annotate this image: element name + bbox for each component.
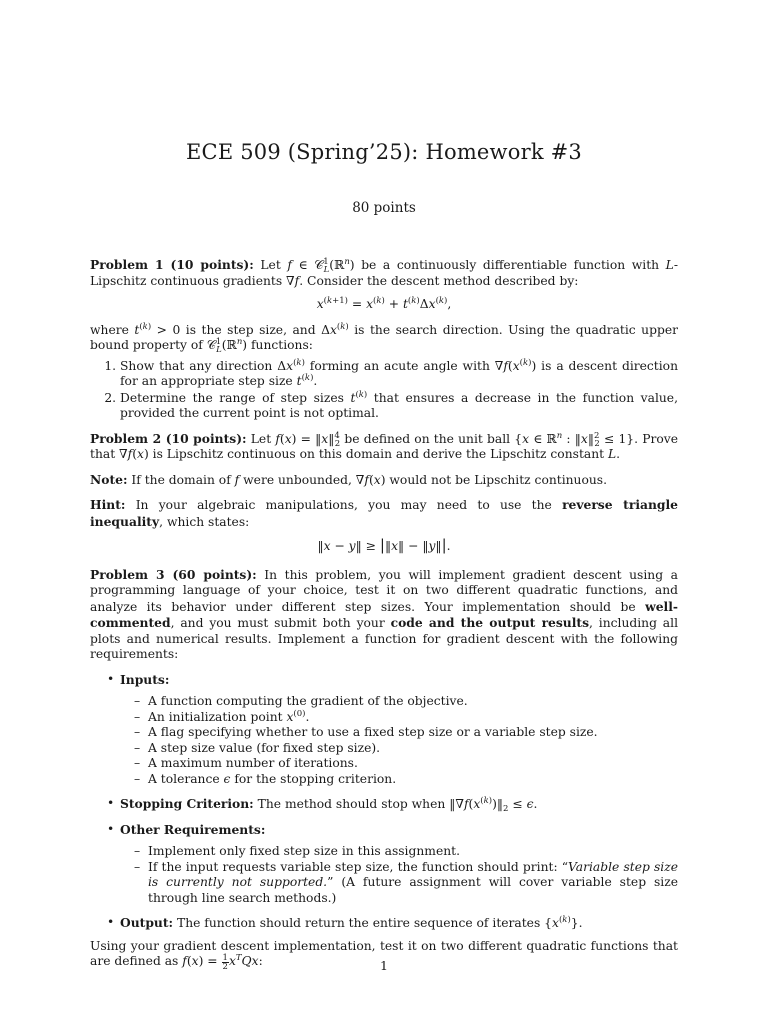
other-label: Other Requirements: — [120, 821, 266, 837]
note-label: Note: — [90, 471, 128, 487]
problem-3-closing: Using your gradient descent implementation, test it on two different quadratic functions that are defined as f(x) = $\frac{1}{2}$ $x^TQx$: — [90, 938, 678, 972]
problem-3-text — [90, 567, 678, 663]
stopping-bullet: • Stopping Criterion: The method should stop when $‖\nabla f(x^{(k)})‖_2 \le \epsilon$. — [120, 796, 678, 813]
input-item: – A function computing the gradient of the objective. — [148, 694, 678, 710]
problem-1-item-1: 1. Show that any direction $\Delta x^{(k)}$ forming an acute angle with $\nabla f(x^{(k)})$ is a descent direction for an appropriate step size $t^{(k)}$. — [120, 359, 678, 390]
input-item: – A maximum number of iterations. — [148, 756, 678, 772]
output-bullet: • Output: The function should return the entire sequence of iterates $\{x^{(k)}\}$. — [120, 915, 678, 932]
problem-3-heading: Problem 3 (60 points): — [90, 566, 257, 582]
problem-1-heading: Problem 1 (10 points): — [90, 257, 254, 272]
hint-bold: reverse triangle inequality — [90, 497, 678, 529]
problem-1-item-2: 2. Determine the range of step sizes $t^{(k)}$ that ensures a decrease in the function value, provided the current point is not optimal. — [120, 391, 678, 422]
problem-1-list — [90, 359, 678, 422]
requirements-list — [90, 672, 678, 932]
stopping-label: Stopping Criterion: — [120, 796, 254, 811]
problem-3-text-b: , and you must submit both your — [170, 616, 385, 630]
inputs-label: Inputs: — [120, 671, 170, 687]
problem-3-bold-b: code and the output results — [390, 615, 590, 630]
input-item: – A step size value (for fixed step size). — [148, 741, 678, 757]
other-bullet — [120, 822, 678, 907]
points-subtitle: 80 points — [352, 200, 416, 216]
hint-text-b: , which states: — [159, 514, 250, 529]
inputs-bullet — [120, 672, 678, 788]
other-item-2-a: If the input requests variable step size, the function should print: “ — [148, 859, 569, 874]
input-item: – A flag specifying whether to use a fixed step size or a variable step size. — [148, 725, 678, 741]
problem-2-heading: Problem 2 (10 points): — [90, 430, 247, 446]
input-item: – A tolerance ϵ for the stopping criterion. — [148, 772, 678, 788]
other-list — [120, 844, 678, 906]
output-label: Output: — [120, 915, 174, 930]
hint-text-a: In your algebraic manipulations, you may need to use the — [135, 498, 552, 512]
document-body — [90, 257, 678, 971]
hint-label: Hint: — [90, 497, 126, 512]
problem-1-intro: Problem 1 (10 points): Let f ∈ 𝒞$^1_L$(ℝ$^n$) be a continuously differentiable function with L-Lipschitz continuous gradients ∇f. Consider the descent method described by: — [90, 257, 678, 288]
problem-2-note: Note: If the domain of f were unbounded, ∇f(x) would not be Lipschitz continuous. — [90, 471, 608, 487]
problem-3-text-c: , including all plots and numerical results. Implement a function for gradient descent with the following requirements: — [90, 616, 678, 661]
problem-3-bold-a: well-commented — [90, 598, 678, 630]
other-item-1: – Implement only fixed step size in this assignment. — [148, 844, 678, 860]
input-item: – An initialization point $x^{(0)}$. — [148, 710, 678, 726]
other-item-2 — [148, 860, 678, 907]
problem-2-text: Problem 2 (10 points): Let f(x) = ‖x‖$^4_2$ be defined on the unit ball {x ∈ ℝ$^n$ : ‖x‖$^2_2$ ≤ 1}. Prove that ∇f(x) is Lipschitz continuous on this domain and derive the Lipschitz constant L. — [90, 430, 678, 461]
problem-2-hint — [90, 497, 678, 530]
page-title: ECE 509 (Spring’25): Homework #3 — [186, 140, 582, 164]
page-number: 1 — [380, 958, 388, 973]
descent-equation: $x^{(k+1)} = x^{(k)} + t^{(k)}\Delta x^{(k)}$, — [316, 296, 452, 311]
other-item-2-italic: Variable step size is currently not supported. — [148, 859, 678, 889]
inputs-list — [120, 694, 678, 787]
reverse-triangle-equation: ‖x − y‖ ≥ |‖x‖ − ‖y‖|. — [317, 536, 451, 554]
problem-3-text-a: In this problem, you will implement gradient descent using a programming language of your choice, test it on two different quadratic functions, and analyze its behavior under different step sizes. Your implementation should be — [90, 567, 678, 614]
problem-1-after: where $t^{(k)} > 0$ is the step size, and $\Delta x^{(k)}$ is the search direction. Using the quadratic upper bound property of 𝒞$^1_L$(ℝ$^n$) functions: — [90, 321, 679, 355]
other-item-2-b: ” (A future assignment will cover variable step size through line search methods.) — [148, 875, 678, 905]
